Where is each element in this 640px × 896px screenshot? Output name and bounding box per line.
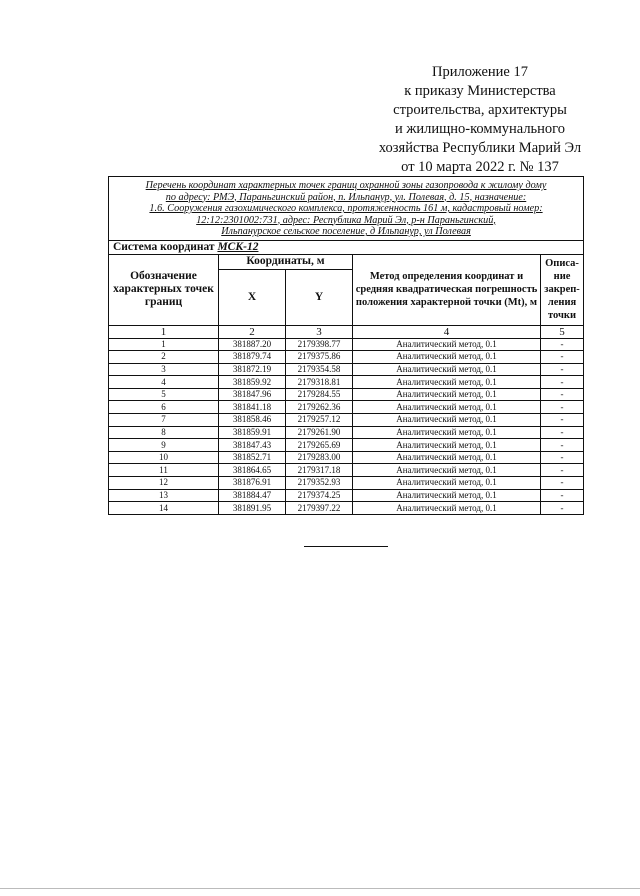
method-cell: Аналитический метод, 0.1 (353, 376, 541, 389)
description-cell: - (541, 464, 584, 477)
header-line: Приложение 17 (432, 64, 528, 80)
point-number: 3 (109, 363, 219, 376)
coord-x: 381879.74 (219, 351, 286, 364)
point-number: 7 (109, 414, 219, 427)
coord-y: 2179398.77 (286, 338, 353, 351)
coord-y: 2179397.22 (286, 502, 353, 515)
header-line: и жилищно-коммунального (394, 121, 566, 137)
point-number: 9 (109, 439, 219, 452)
table-title-line: Ильпанурское сельское поселение, д Ильпанур, ул Полевая (221, 226, 471, 237)
description-cell: - (541, 376, 584, 389)
coord-x: 381847.43 (219, 439, 286, 452)
header-designation: Обозначение характерных точек границ (109, 254, 219, 325)
table-row (109, 477, 584, 490)
coord-x: 381891.95 (219, 502, 286, 515)
header-x: X (219, 269, 286, 325)
table-rows (109, 338, 584, 514)
point-number: 13 (109, 489, 219, 502)
point-number: 12 (109, 477, 219, 490)
point-number: 1 (109, 338, 219, 351)
method-cell: Аналитический метод, 0.1 (353, 351, 541, 364)
method-cell: Аналитический метод, 0.1 (353, 464, 541, 477)
header-description: Описа- ние закреп- ления точки (541, 254, 584, 325)
coord-y: 2179257.12 (286, 414, 353, 427)
table-title-line: по адресу: РМЭ, Параньгинский район, п. Ильпанур, ул. Полевая, д. 15, назначение: (165, 191, 527, 203)
coordinate-system-value: МСК-12 (217, 241, 259, 253)
coord-x: 381841.18 (219, 401, 286, 414)
column-numbers-row (109, 325, 584, 338)
page-edge-line (0, 888, 640, 889)
table-row (109, 376, 584, 389)
method-cell: Аналитический метод, 0.1 (353, 451, 541, 464)
description-cell: - (541, 338, 584, 351)
header-line: хозяйства Республики Марий Эл (378, 140, 582, 156)
point-number: 10 (109, 451, 219, 464)
point-number: 8 (109, 426, 219, 439)
coordinate-system-row (109, 240, 584, 254)
table-title-line: 1.6. Сооружения газохимического комплекса, протяженность 161 м, кадастровый номер: (149, 203, 543, 214)
column-number: 5 (541, 325, 584, 338)
header-line: от 10 марта 2022 г. № 137 (401, 159, 559, 175)
point-number: 5 (109, 388, 219, 401)
method-cell: Аналитический метод, 0.1 (353, 439, 541, 452)
table-row (109, 414, 584, 427)
description-cell: - (541, 401, 584, 414)
table-row (109, 502, 584, 515)
appendix-header (360, 63, 600, 177)
coord-x: 381859.91 (219, 426, 286, 439)
coordinates-table (108, 176, 584, 515)
point-number: 2 (109, 351, 219, 364)
description-cell: - (541, 451, 584, 464)
method-cell: Аналитический метод, 0.1 (353, 388, 541, 401)
coord-y: 2179318.81 (286, 376, 353, 389)
method-cell: Аналитический метод, 0.1 (353, 414, 541, 427)
coord-y: 2179375.86 (286, 351, 353, 364)
point-number: 14 (109, 502, 219, 515)
column-number: 2 (219, 325, 286, 338)
description-cell: - (541, 477, 584, 490)
description-cell: - (541, 489, 584, 502)
description-cell: - (541, 414, 584, 427)
header-line: строительства, архитектуры (393, 102, 567, 118)
coord-y: 2179262.36 (286, 401, 353, 414)
table-row (109, 489, 584, 502)
coord-x: 381852.71 (219, 451, 286, 464)
method-cell: Аналитический метод, 0.1 (353, 477, 541, 490)
method-cell: Аналитический метод, 0.1 (353, 502, 541, 515)
table-row (109, 363, 584, 376)
method-cell: Аналитический метод, 0.1 (353, 363, 541, 376)
table-row (109, 451, 584, 464)
column-number: 1 (109, 325, 219, 338)
method-cell: Аналитический метод, 0.1 (353, 401, 541, 414)
table-row (109, 426, 584, 439)
coord-y: 2179265.69 (286, 439, 353, 452)
column-number: 3 (286, 325, 353, 338)
coordinate-system-label: Система координат (113, 241, 215, 253)
description-cell: - (541, 502, 584, 515)
description-cell: - (541, 388, 584, 401)
coord-y: 2179261.90 (286, 426, 353, 439)
coord-y: 2179352.93 (286, 477, 353, 490)
header-y: Y (286, 269, 353, 325)
table-row (109, 351, 584, 364)
method-cell: Аналитический метод, 0.1 (353, 489, 541, 502)
method-cell: Аналитический метод, 0.1 (353, 426, 541, 439)
coord-x: 381884.47 (219, 489, 286, 502)
table-title (109, 177, 584, 241)
coord-x: 381847.96 (219, 388, 286, 401)
description-cell: - (541, 363, 584, 376)
table-row (109, 401, 584, 414)
point-number: 4 (109, 376, 219, 389)
header-line: к приказу Министерства (404, 83, 556, 99)
coord-y: 2179283.00 (286, 451, 353, 464)
point-number: 11 (109, 464, 219, 477)
table-row (109, 439, 584, 452)
description-cell: - (541, 439, 584, 452)
column-number: 4 (353, 325, 541, 338)
coord-x: 381858.46 (219, 414, 286, 427)
header-coordinates: Координаты, м (219, 254, 353, 269)
coord-y: 2179374.25 (286, 489, 353, 502)
table-title-line: 12:12:2301002:731, адрес: Республика Марий Эл, р-н Параньгинский, (196, 214, 496, 226)
description-cell: - (541, 351, 584, 364)
coord-x: 381864.65 (219, 464, 286, 477)
coord-x: 381887.20 (219, 338, 286, 351)
coord-x: 381876.91 (219, 477, 286, 490)
closing-line (304, 546, 388, 547)
point-number: 6 (109, 401, 219, 414)
table-row (109, 464, 584, 477)
coord-y: 2179354.58 (286, 363, 353, 376)
table-row (109, 388, 584, 401)
header-method: Метод определения координат и средняя квадратическая погрешность положения характерной точки (Mt), м (353, 254, 541, 325)
coord-y: 2179284.55 (286, 388, 353, 401)
table-row (109, 338, 584, 351)
coord-y: 2179317.18 (286, 464, 353, 477)
method-cell: Аналитический метод, 0.1 (353, 338, 541, 351)
description-cell: - (541, 426, 584, 439)
coord-x: 381859.92 (219, 376, 286, 389)
coord-x: 381872.19 (219, 363, 286, 376)
table-title-line: Перечень координат характерных точек границ охранной зоны газопровода к жилому дому (145, 180, 547, 191)
